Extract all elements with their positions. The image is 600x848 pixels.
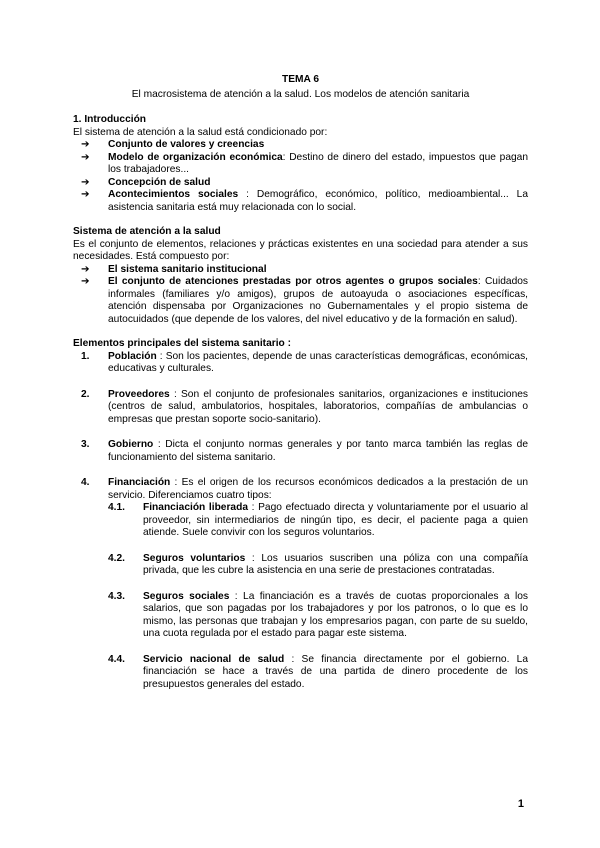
list-item: 4.4. Servicio nacional de salud : Se financia directamente por el gobierno. La financiación se hace a través de una partida de dinero procedente de los presupuestos generales del estado. — [108, 653, 528, 690]
financiacion-list — [108, 502, 528, 691]
document-page — [73, 74, 528, 691]
sistema-text: Es el conjunto de elementos, relaciones y prácticas existentes en una sociedad para atender a sus necesidades. Está compuesto por: — [73, 238, 528, 262]
sistema-heading: Sistema de atención a la salud — [73, 226, 221, 237]
arrow-icon: ➔ — [81, 139, 90, 150]
arrow-icon: ➔ — [81, 263, 90, 275]
arrow-icon: ➔ — [81, 276, 90, 287]
list-item: ➔ Modelo de organización económica: Destino de dinero del estado, impuestos que pagan los trabajadores... — [81, 151, 528, 175]
elementos-list — [73, 351, 528, 692]
arrow-icon: ➔ — [81, 151, 90, 163]
page-number: 1 — [517, 798, 524, 810]
intro-heading: 1. Introducción — [73, 114, 147, 125]
arrow-icon: ➔ — [81, 176, 90, 188]
list-item: 4.2. Seguros voluntarios : Los usuarios suscriben una póliza con una compañía privada, que les cubre la asistencia en una serie de prestaciones contratadas. — [108, 552, 528, 576]
list-item: 1. Población : Son los pacientes, depende de unas características demográficas, económicas, educativas y culturales. — [81, 350, 528, 374]
list-item: ➔ Conjunto de valores y creencias — [81, 139, 265, 150]
document-subtitle: El macrosistema de atención a la salud. Los modelos de atención sanitaria — [131, 88, 470, 100]
list-item: 4.1. Financiación liberada : Pago efectuado directa y voluntariamente por el usuario al proveedor, sin intermediarios de ningún tipo, es decir, el paciente paga a quien atiende. Suele convivir con los seguros voluntarios. — [108, 502, 528, 538]
list-item: 3. Gobierno : Dicta el conjunto normas generales y por tanto marca también las reglas de funcionamiento del sistema sanitario. — [81, 439, 528, 463]
list-item: ➔ El conjunto de atenciones prestadas por otros agentes o grupos sociales: Cuidados informales (familiares y/o amigos), grupos de autoayuda o asociaciones específicas, atención dispensaba por Organizaciones no Gubernamentales y el propio sistema de autocuidados (que depende de los valores, del nivel educativo y de la formación en salud). — [81, 276, 528, 325]
list-item: ➔ El sistema sanitario institucional — [81, 263, 267, 275]
list-item: ➔ Concepción de salud — [81, 176, 211, 188]
list-item: 4. Financiación : Es el origen de los recursos económicos dedicados a la prestación de un servicio. Diferenciamos cuatro tipos: 4.1. Financiación liberada : Pago efectuado directa y voluntariamente por el usuario al proveedor, sin intermediarios de ningún tipo, es decir, el paciente paga a quien atiende. Suele convivir con los seguros voluntarios. 4.2. Seguros voluntarios : Los usuarios suscriben una póliza con una compañía privada, que les cubre la asistencia en una serie de prestaciones contratadas. 4.3. Seguros sociales : La financiación es a través de cuotas proporcionales a los salarios, que son pagadas por los trabajadores y por los patronos, o lo que es lo mismo, las personas que trabajan y los empresarios pagan, con parte de su sueldo, una cuota regulada por el estado para pagar este sistema. 4.4. Servicio nacional de salud : Se financia directamente por el gobierno. La financiación se hace a través de una partida de dinero procedente de los presupuestos generales del estado. — [81, 477, 528, 690]
intro-list — [73, 139, 528, 214]
arrow-icon: ➔ — [81, 189, 90, 200]
document-title: TEMA 6 — [282, 74, 319, 85]
list-item: 4.3. Seguros sociales : La financiación es a través de cuotas proporcionales a los salarios, que son pagadas por los trabajadores y por los patronos, o lo que es lo mismo, las personas que trabajan y los empresarios pagan, con parte de su sueldo, una cuota regulada por el estado para pagar este sistema. — [108, 590, 528, 639]
sistema-list — [73, 264, 528, 327]
elementos-heading: Elementos principales del sistema sanitario : — [73, 338, 291, 349]
list-item: 2. Proveedores : Son el conjunto de profesionales sanitarios, organizaciones e instituciones (centros de salud, ambulatorios, hospitales, laboratorios, compañías de ambulancias o empresas que prestan soporte socio-sanitario). — [81, 388, 528, 425]
intro-text: El sistema de atención a la salud está condicionado por: — [73, 126, 328, 138]
list-item: ➔ Acontecimientos sociales : Demográfico, económico, político, medioambiental... La asistencia sanitaria está muy relacionada con lo social. — [81, 189, 528, 213]
